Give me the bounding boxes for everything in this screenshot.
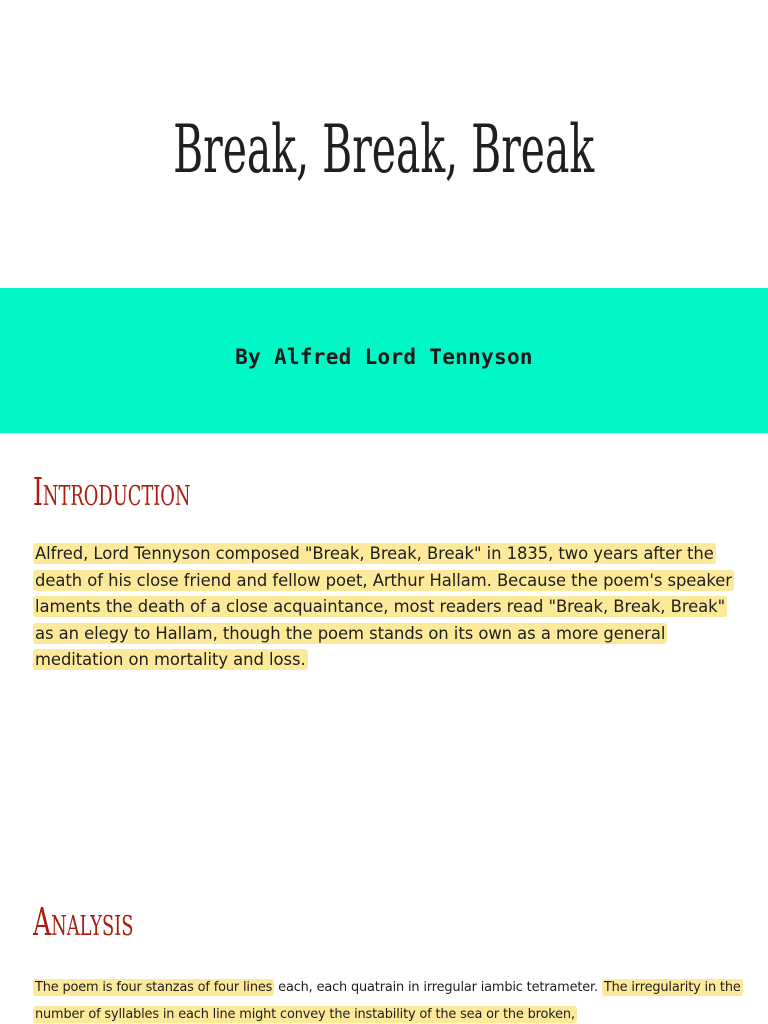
introduction-heading: Introduction — [33, 470, 191, 514]
analysis-highlight-2: The irregularity in the number of syllables in each line might convey the instability of the sea or the broken, — [35, 980, 741, 1022]
analysis-paragraph — [33, 974, 741, 1024]
author-band — [0, 288, 768, 433]
title-block — [0, 0, 768, 288]
analysis-plain-text: each, each quatrain in irregular iambic tetrameter. — [274, 980, 602, 995]
introduction-paragraph — [33, 541, 739, 674]
author-byline: By Alfred Lord Tennyson — [235, 344, 533, 369]
page-title: Break, Break, Break — [173, 110, 595, 188]
analysis-heading: Analysis — [33, 900, 134, 944]
analysis-highlight-1: The poem is four stanzas of four lines — [35, 980, 273, 995]
introduction-highlight: Alfred, Lord Tennyson composed "Break, Break, Break" in 1835, two years after the death of his close friend and fellow poet, Arthur Hallam. Because the poem's speaker laments the death of a close acquaintance, most readers read "Break, Break, Break" as an elegy to Hallam, though the poem stands on its own as a more general meditation on mortality and loss. — [35, 544, 732, 669]
